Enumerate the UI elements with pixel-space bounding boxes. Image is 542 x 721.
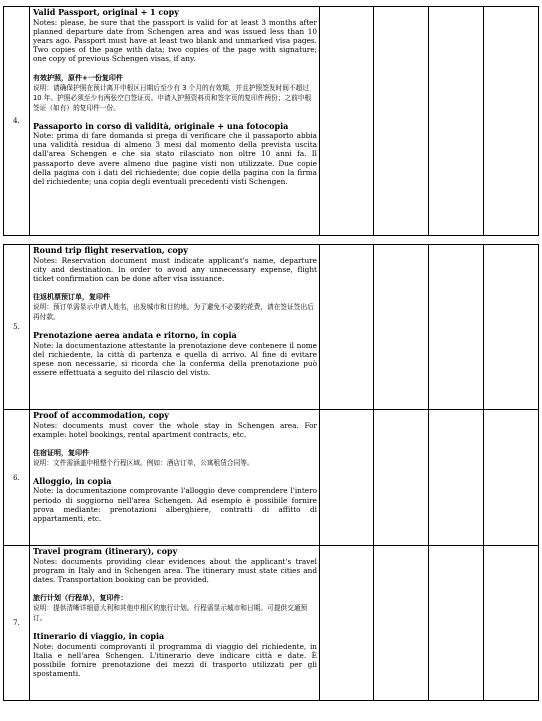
empty-cell — [484, 410, 539, 546]
requirement-title-en: Proof of accommodation, copy — [33, 410, 169, 420]
row-number: 5. — [4, 245, 30, 410]
empty-cell — [429, 7, 484, 236]
empty-cell — [429, 546, 484, 701]
requirement-title-it: Passaporto in corso di validità, originale + una fotocopia — [33, 120, 289, 131]
empty-cell — [320, 546, 374, 701]
requirement-cell — [30, 546, 320, 701]
empty-cell — [374, 546, 429, 701]
table-row — [4, 410, 539, 546]
empty-cell — [374, 245, 429, 410]
requirement-note-zh: 说明：请确保护照在预计离开申根区日期后至少有 3 个月的有效期，并且护照签发时间不超过 10 年。护照必须至少有两张空白签证页。申请人护照资料页和签字页的复印件两份；之前申根签证（如有）的复印件一份。 — [33, 83, 312, 112]
requirement-note-en: Notes: please, be sure that the passport is valid for at least 3 months after planned departure date from Schengen area and was issued less than 10 years ago. Passport must have at least two blank and unmarked visa pages. Two copies of the page with data; two copies of the page with signature; one copy of previous Schengen visas, if any. — [33, 17, 317, 64]
requirement-note-it: Note: documenti comprovanti il programma di viaggio del richiedente, in Italia e nell'area Schengen. L'itinerario deve indicare città e date. È possibile fornire prenotazione dei mezzi di trasporto utilizzati per gli spostamenti. — [33, 641, 317, 679]
empty-cell — [320, 245, 374, 410]
empty-cell — [320, 410, 374, 546]
table-row — [4, 245, 539, 410]
requirement-note-it: Note: la documentazione comprovante l'alloggio deve comprendere l'intero periodo di soggiorno nell'area Schengen. Ad esempio è possibile fornire prova mediante: prenotazioni alberghiere, contratti di affitto di appartamenti, etc. — [33, 486, 317, 524]
requirement-title-zh: 住宿证明，复印件 — [33, 448, 89, 457]
empty-cell — [484, 546, 539, 701]
empty-cell — [484, 7, 539, 236]
empty-cell — [429, 410, 484, 546]
requirement-title-it: Alloggio, in copia — [33, 475, 112, 486]
requirement-title-zh: 旅行计划（行程单），复印件： — [33, 594, 128, 603]
requirements-table-1 — [3, 6, 539, 236]
requirement-cell — [30, 410, 320, 546]
requirement-note-it: Note: prima di fare domanda si prega di verificare che il passaporto abbia una validità residua di almeno 3 mesi dal momento della prevista uscita dall'area Schengen e che sia stato rilasciato non oltre 10 anni fa. Il passaporto deve avere almeno due pagine visti non utilizzate. Due copie della pagina con i dati del richiedente; due copie della pagina con la firma del richiedente; una copia degli eventuali precedenti visti Schengen. — [33, 131, 317, 187]
requirements-table-2 — [3, 244, 539, 701]
requirement-note-en: Notes: documents providing clear evidences about the applicant's travel program in Italy and in Schengen area. The itinerary must state cities and dates. Transportation booking can be provided. — [33, 556, 317, 584]
requirement-cell — [30, 245, 320, 410]
requirement-title-en: Valid Passport, original + 1 copy — [33, 7, 179, 17]
requirement-title-zh: 有效护照，原件+一份复印件 — [33, 73, 123, 82]
empty-cell — [320, 7, 374, 236]
empty-cell — [429, 245, 484, 410]
empty-cell — [374, 7, 429, 236]
empty-cell — [484, 245, 539, 410]
requirement-cell — [30, 7, 320, 236]
requirement-note-zh: 说明：提供清晰详细意大利和其他申根区的旅行计划。行程需显示城市和日期。可提供交通预订。 — [33, 604, 308, 623]
requirement-note-en: Notes: documents must cover the whole stay in Schengen area. For example: hotel bookings, rental apartment contracts, etc. — [33, 420, 317, 439]
row-number: 4. — [4, 7, 30, 236]
requirement-title-it: Prenotazione aerea andata e ritorno, in copia — [33, 330, 237, 341]
requirement-note-zh: 说明：文件需涵盖申根整个行程区域。例如：酒店订单，公寓租赁合同等。 — [33, 458, 254, 467]
empty-cell — [374, 410, 429, 546]
table-row — [4, 7, 539, 236]
requirement-title-zh: 往返机票预订单，复印件 — [33, 293, 110, 302]
row-number: 7. — [4, 546, 30, 701]
requirement-note-en: Notes: Reservation document must indicate applicant's name, departure city and destination. In order to avoid any unnecessary expense, flight ticket confirmation can be done after visa issuance. — [33, 255, 317, 283]
row-number: 6. — [4, 410, 30, 546]
requirement-title-en: Round trip flight reservation, copy — [33, 245, 188, 255]
requirement-note-zh: 说明：预订单需显示申请人姓名，出发城市和目的地。为了避免不必要的花费，请在签证签出后再付款。 — [33, 303, 314, 322]
requirement-note-it: Note: la documentazione attestante la prenotazione deve contenere il nome del richiedente, la città di partenza e quella di arrivo. Al fine di evitare spese non necessarie, si ricorda che la conferma della prenotazione può essere effettuata a seguito del rilascio del visto. — [33, 340, 317, 378]
requirement-title-en: Travel program (itinerary), copy — [33, 546, 178, 556]
requirement-title-it: Itinerario di viaggio, in copia — [33, 631, 165, 642]
table-row — [4, 546, 539, 701]
